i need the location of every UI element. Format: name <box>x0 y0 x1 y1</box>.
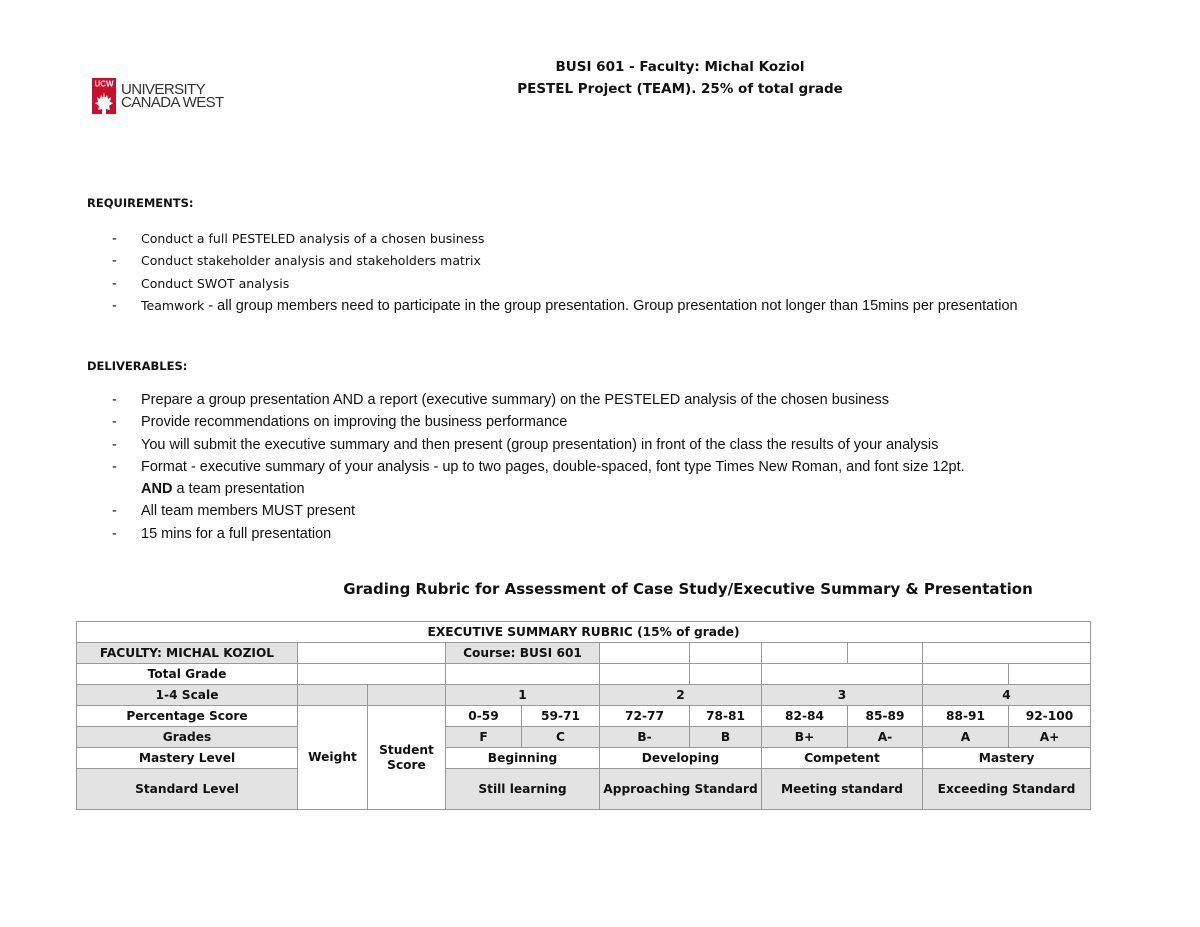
table-row <box>77 622 1091 643</box>
logo-line-1: UNIVERSITY <box>121 81 206 98</box>
mastery-value: Competent <box>762 748 923 769</box>
grade-value: B- <box>600 727 690 748</box>
empty-cell <box>446 664 600 685</box>
empty-cell <box>298 664 446 685</box>
faculty-cell: FACULTY: MICHAL KOZIOL <box>77 643 298 664</box>
percentage-label: Percentage Score <box>77 706 298 727</box>
grade-value: A- <box>848 727 923 748</box>
table-row <box>77 706 1091 727</box>
list-item <box>110 273 1110 295</box>
scale-value: 2 <box>600 685 762 706</box>
grades-label: Grades <box>77 727 298 748</box>
total-grade-label: Total Grade <box>77 664 298 685</box>
standard-value: Still learning <box>446 769 600 810</box>
percentage-value: 92-100 <box>1009 706 1091 727</box>
standard-value: Approaching Standard <box>600 769 762 810</box>
scale-value: 1 <box>446 685 600 706</box>
standard-value: Meeting standard <box>762 769 923 810</box>
list-item: - Prepare a group presentation AND a report (executive summary) on the PESTELED analysis of the chosen business <box>110 389 1110 411</box>
percentage-value: 82-84 <box>762 706 848 727</box>
empty-cell <box>600 643 690 664</box>
mastery-value: Developing <box>600 748 762 769</box>
grade-value: A <box>923 727 1009 748</box>
grade-value: B <box>690 727 762 748</box>
table-row <box>77 748 1091 769</box>
mastery-value: Mastery <box>923 748 1091 769</box>
project-title-line: PESTEL Project (TEAM). 25% of total grade <box>517 81 843 97</box>
requirement-text: Teamwork <box>141 297 205 313</box>
empty-cell <box>923 664 1009 685</box>
student-score-header: Student Score <box>368 706 446 810</box>
document-header <box>0 56 1200 100</box>
empty-cell <box>298 643 446 664</box>
deliverables-heading: DELIVERABLES: <box>87 359 188 373</box>
logo-badge: UCW <box>94 79 114 89</box>
empty-cell <box>690 643 762 664</box>
format-rest: a team presentation <box>172 481 305 498</box>
percentage-value: 88-91 <box>923 706 1009 727</box>
table-row <box>77 643 1091 664</box>
percentage-value: 78-81 <box>690 706 762 727</box>
standard-value: Exceeding Standard <box>923 769 1091 810</box>
scale-value: 4 <box>923 685 1091 706</box>
course-faculty-line: BUSI 601 - Faculty: Michal Koziol <box>555 59 805 75</box>
list-item: - All team members MUST present <box>110 500 1110 522</box>
table-row <box>77 664 1091 685</box>
weight-header: Weight <box>298 706 368 810</box>
rubric-table-title: EXECUTIVE SUMMARY RUBRIC (15% of grade) <box>77 622 1091 643</box>
scale-label: 1-4 Scale <box>77 685 298 706</box>
list-item: - Teamwork - all group members need to participate in the group presentation. Group presentation not longer than 15mins per presentation <box>110 295 1110 317</box>
list-item: - You will submit the executive summary and then present (group presentation) in front of the class the results of your analysis <box>110 434 1110 456</box>
empty-cell <box>690 664 762 685</box>
grade-value: A+ <box>1009 727 1091 748</box>
list-item: - 15 mins for a full presentation <box>110 523 1110 545</box>
course-cell: Course: BUSI 601 <box>446 643 600 664</box>
percentage-value: 59-71 <box>522 706 600 727</box>
format-and: AND <box>141 481 173 498</box>
standard-label: Standard Level <box>77 769 298 810</box>
rubric-title: Grading Rubric for Assessment of Case Study/Executive Summary & Presentation <box>343 580 1033 598</box>
list-item: - Provide recommendations on improving the business performance <box>110 411 1110 433</box>
grade-value: B+ <box>762 727 848 748</box>
empty-cell <box>1009 664 1091 685</box>
requirement-text: Conduct stakeholder analysis and stakeholders matrix <box>141 253 481 269</box>
percentage-value: 0-59 <box>446 706 522 727</box>
requirements-list <box>110 228 1110 317</box>
mastery-label: Mastery Level <box>77 748 298 769</box>
table-row <box>77 727 1091 748</box>
list-item <box>110 456 1110 501</box>
empty-cell <box>298 685 368 706</box>
empty-cell <box>762 643 848 664</box>
list-item <box>110 228 1110 250</box>
percentage-value: 72-77 <box>600 706 690 727</box>
empty-cell <box>368 685 446 706</box>
empty-cell <box>762 664 923 685</box>
empty-cell <box>923 643 1091 664</box>
logo-line-2: CANADA WEST <box>121 94 224 111</box>
empty-cell <box>600 664 690 685</box>
empty-cell <box>848 643 923 664</box>
percentage-value: 85-89 <box>848 706 923 727</box>
grade-value: C <box>522 727 600 748</box>
rubric-table <box>76 621 1091 810</box>
format-text: Format - executive summary of your analysis - up to two pages, double-spaced, font type Times New Roman, and font size 12pt. <box>141 458 965 475</box>
mastery-value: Beginning <box>446 748 600 769</box>
table-row <box>77 769 1091 810</box>
requirement-text: Conduct SWOT analysis <box>141 275 290 291</box>
list-item <box>110 250 1110 272</box>
requirement-text: Conduct a full PESTELED analysis of a chosen business <box>141 231 485 246</box>
table-row <box>77 685 1091 706</box>
scale-value: 3 <box>762 685 923 706</box>
grade-value: F <box>446 727 522 748</box>
deliverables-list <box>110 389 1110 545</box>
requirements-heading: REQUIREMENTS: <box>87 196 194 210</box>
